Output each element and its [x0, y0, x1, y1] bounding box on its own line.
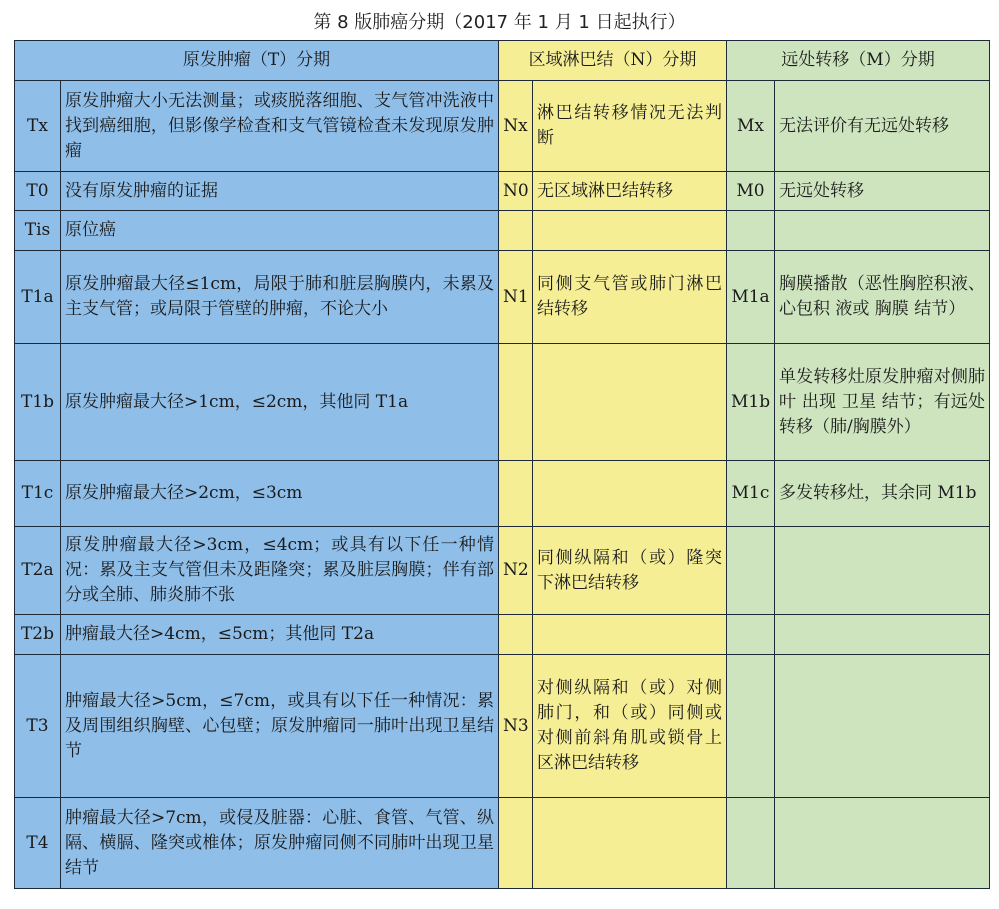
m-description: 胸膜播散（恶性胸腔积液、心包积 液或 胸膜 结节）: [775, 251, 990, 344]
m-description: 无法评价有无远处转移: [775, 81, 990, 172]
t-code: T1b: [15, 344, 61, 461]
t-description: 原位癌: [61, 211, 499, 251]
t-description: 原发肿瘤最大径>1cm，≤2cm，其他同 T1a: [61, 344, 499, 461]
n-description: 无区域淋巴结转移: [533, 172, 727, 211]
n-code: [499, 615, 533, 655]
m-description: 多发转移灶，其余同 M1b: [775, 461, 990, 527]
n-description: 同侧纵隔和（或）隆突下淋巴结转移: [533, 527, 727, 615]
m-code: M1b: [727, 344, 775, 461]
table-row: [15, 527, 990, 615]
m-code: [727, 655, 775, 798]
n-code: [499, 461, 533, 527]
m-description: [775, 655, 990, 798]
m-description: [775, 615, 990, 655]
t-stage-header: 原发肿瘤（T）分期: [15, 41, 499, 81]
n-code: N2: [499, 527, 533, 615]
m-code: [727, 615, 775, 655]
m-code: [727, 798, 775, 889]
n-stage-header: 区域淋巴结（N）分期: [499, 41, 727, 81]
m-description: [775, 211, 990, 251]
n-description: [533, 344, 727, 461]
m-stage-header: 远处转移（M）分期: [727, 41, 990, 81]
table-row: [15, 344, 990, 461]
header-row: [15, 41, 990, 81]
table-row: [15, 81, 990, 172]
n-description: 同侧支气管或肺门淋巴结转移: [533, 251, 727, 344]
n-description: [533, 615, 727, 655]
t-description: 肿瘤最大径>5cm，≤7cm，或具有以下任一种情况：累及周围组织胸壁、心包壁；原发肿瘤同一肺叶出现卫星结节: [61, 655, 499, 798]
t-description: 原发肿瘤大小无法测量；或痰脱落细胞、支气管冲洗液中找到癌细胞，但影像学检查和支气管镜检查未发现原发肿瘤: [61, 81, 499, 172]
t-code: T2a: [15, 527, 61, 615]
m-description: 单发转移灶原发肿瘤对侧肺叶 出现 卫星 结节；有远处转移（肺/胸膜外）: [775, 344, 990, 461]
n-description: 对侧纵隔和（或）对侧肺门，和（或）同侧或对侧前斜角肌或锁骨上区淋巴结转移: [533, 655, 727, 798]
t-code: T4: [15, 798, 61, 889]
m-code: M1c: [727, 461, 775, 527]
m-code: M1a: [727, 251, 775, 344]
t-description: 原发肿瘤最大径≤1cm，局限于肺和脏层胸膜内，未累及主支气管；或局限于管壁的肿瘤，不论大小: [61, 251, 499, 344]
m-code: Mx: [727, 81, 775, 172]
n-code: N0: [499, 172, 533, 211]
n-code: [499, 344, 533, 461]
table-row: [15, 211, 990, 251]
m-description: [775, 798, 990, 889]
table-row: [15, 655, 990, 798]
n-code: N3: [499, 655, 533, 798]
m-code: [727, 527, 775, 615]
t-code: T3: [15, 655, 61, 798]
t-code: Tis: [15, 211, 61, 251]
t-description: 原发肿瘤最大径>3cm，≤4cm；或具有以下任一种情况：累及主支气管但未及距隆突；累及脏层胸膜；伴有部分或全肺、肺炎肺不张: [61, 527, 499, 615]
n-code: N1: [499, 251, 533, 344]
m-description: [775, 527, 990, 615]
t-code: T1c: [15, 461, 61, 527]
m-description: 无远处转移: [775, 172, 990, 211]
table-row: [15, 615, 990, 655]
t-code: T0: [15, 172, 61, 211]
t-description: 原发肿瘤最大径>2cm，≤3cm: [61, 461, 499, 527]
table-row: [15, 172, 990, 211]
m-code: [727, 211, 775, 251]
table-row: [15, 461, 990, 527]
n-code: [499, 798, 533, 889]
n-code: Nx: [499, 81, 533, 172]
t-code: T1a: [15, 251, 61, 344]
n-description: 淋巴结转移情况无法判断: [533, 81, 727, 172]
table-row: [15, 798, 990, 889]
n-code: [499, 211, 533, 251]
n-description: [533, 211, 727, 251]
t-description: 没有原发肿瘤的证据: [61, 172, 499, 211]
t-code: T2b: [15, 615, 61, 655]
t-description: 肿瘤最大径>7cm，或侵及脏器：心脏、食管、气管、纵隔、横膈、隆突或椎体；原发肿瘤同侧不同肺叶出现卫星结节: [61, 798, 499, 889]
m-code: M0: [727, 172, 775, 211]
t-code: Tx: [15, 81, 61, 172]
page-title: 第 8 版肺癌分期（2017 年 1 月 1 日起执行）: [313, 12, 686, 33]
n-description: [533, 798, 727, 889]
staging-table: [14, 40, 990, 889]
t-description: 肿瘤最大径>4cm，≤5cm；其他同 T2a: [61, 615, 499, 655]
n-description: [533, 461, 727, 527]
table-row: [15, 251, 990, 344]
